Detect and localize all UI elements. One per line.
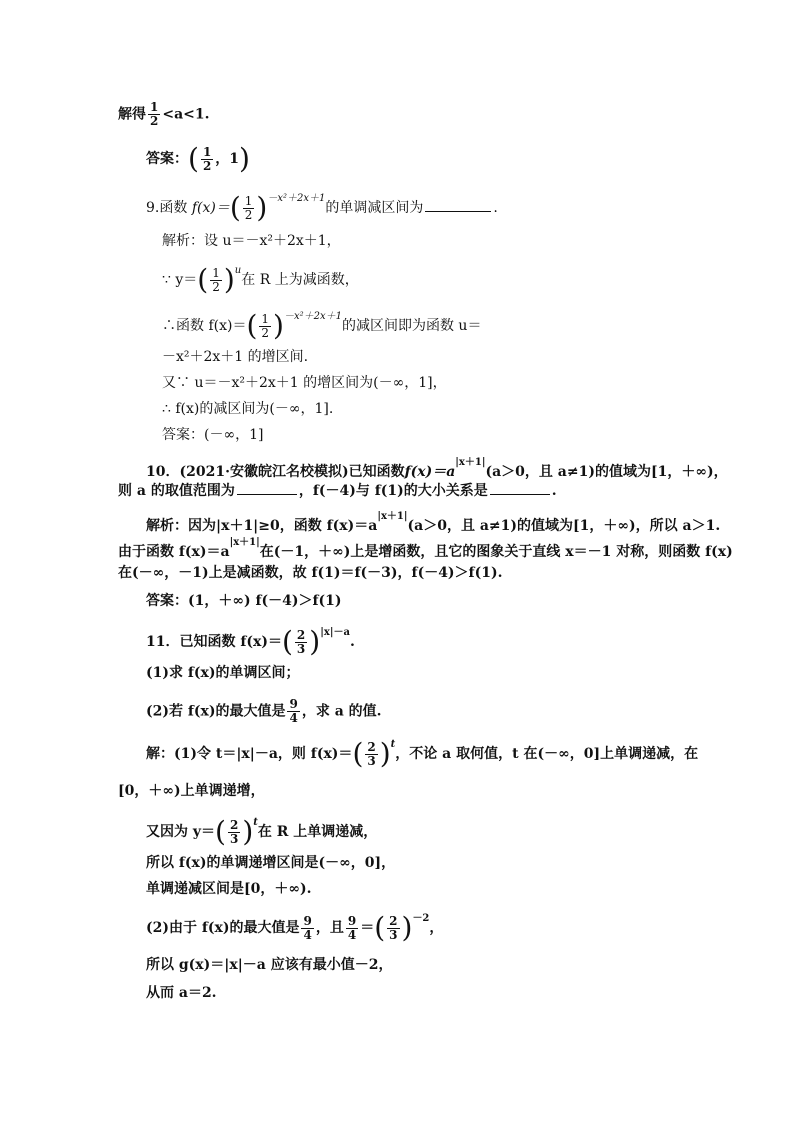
question-text: ，求 a 的值. xyxy=(301,703,382,720)
denominator: 3 xyxy=(229,831,239,846)
denominator: 2 xyxy=(150,114,159,128)
question-text: 则 a 的取值范围为 xyxy=(118,483,235,499)
question-text: (a＞0，且 a≠1)的值域为[1，＋∞)， xyxy=(485,464,728,480)
text-inequality: <a<1. xyxy=(162,106,210,123)
left-paren: ( xyxy=(229,191,241,224)
numerator: 9 xyxy=(289,697,298,711)
left-paren: ( xyxy=(246,309,258,342)
left-paren: ( xyxy=(352,737,364,770)
solution-text: 解析：因为|x＋1|≥0，函数 f(x)＝a xyxy=(146,518,378,534)
solution-text: 解析：设 u＝－x²＋2x＋1， xyxy=(162,233,341,249)
denominator: 3 xyxy=(389,927,398,942)
solution-text: ∴ f(x)的减区间为(－∞，1]. xyxy=(162,401,334,417)
q11-solution-line-2 xyxy=(118,784,265,798)
fraction xyxy=(259,313,271,340)
numerator: 1 xyxy=(150,100,159,114)
solution-text: ，不论 a 取何值，t 在(－∞，0]上单调递减，在 xyxy=(395,746,699,762)
exponent: t xyxy=(390,739,396,750)
function-expr: f(x)＝a xyxy=(404,464,456,480)
q11-solution-line-8 xyxy=(146,986,217,1000)
exponent: |x＋1| xyxy=(377,511,408,522)
question-10-line-1 xyxy=(146,458,728,479)
q9-solution-line-5 xyxy=(162,376,447,390)
left-paren: ( xyxy=(374,911,386,944)
q11-solution-line-6 xyxy=(146,911,444,944)
denominator: 4 xyxy=(303,927,312,942)
solution-text: 所以 f(x)的单调递增区间是(－∞，0]， xyxy=(146,855,396,871)
numerator: 1 xyxy=(202,144,212,159)
answer-label: 答案： xyxy=(146,151,188,167)
question-text: 10．(2021·安徽皖江名校模拟)已知函数 xyxy=(146,464,405,480)
denominator: 2 xyxy=(261,325,270,340)
solution-text: 又因为 y＝ xyxy=(146,824,216,840)
denominator: 4 xyxy=(289,711,298,725)
solution-text: 解：(1)令 t＝|x|－a，则 f(x)＝ xyxy=(146,746,353,762)
left-paren: ( xyxy=(215,815,226,848)
exponent: |x|－a xyxy=(320,627,350,638)
numerator: 2 xyxy=(367,739,376,754)
right-paren: ) xyxy=(273,309,284,342)
solution-text: 又∵ u＝－x²＋2x＋1 的增区间为(－∞，1]， xyxy=(162,375,447,391)
q10-solution-line-1 xyxy=(146,512,720,533)
denominator: 2 xyxy=(202,158,212,173)
answer-blank-2 xyxy=(490,494,550,495)
numerator: 9 xyxy=(303,913,312,928)
fraction xyxy=(365,741,377,768)
answer-line-8 xyxy=(146,142,250,175)
comma: ， xyxy=(429,920,444,936)
fraction xyxy=(228,819,240,846)
question-text: (2)若 f(x)的最大值是 xyxy=(146,703,286,720)
q9-solution-line-1 xyxy=(162,234,341,248)
numerator: 1 xyxy=(244,193,253,208)
solution-text: 在 R 上单调递减， xyxy=(257,824,378,840)
function-expr: f(x)＝ xyxy=(191,200,230,216)
answer-text: 答案：(1，＋∞) f(－4)＞f(1) xyxy=(146,593,342,609)
period: . xyxy=(551,483,557,499)
left-paren: ( xyxy=(197,263,209,296)
numerator: 9 xyxy=(347,913,357,928)
solution-text: －x²＋2x＋1 的增区间. xyxy=(162,349,309,365)
solution-text: 在(－1，＋∞)上是增函数，且它的图象关于直线 x＝－1 对称，则函数 f(x) xyxy=(259,544,733,560)
denominator: 3 xyxy=(367,753,376,768)
right-paren: ) xyxy=(242,815,254,848)
solution-text: ∴函数 f(x)＝ xyxy=(162,318,247,334)
solution-line-range xyxy=(118,101,210,128)
answer-blank-1 xyxy=(237,494,297,495)
answer-value: ，1 xyxy=(215,151,240,167)
question-text: (1)求 f(x)的单调区间； xyxy=(146,665,300,681)
right-paren: ) xyxy=(223,263,235,296)
right-paren: ) xyxy=(309,625,321,658)
q11-solution-line-7 xyxy=(146,958,392,972)
solution-text: [0，＋∞)上单调递增， xyxy=(118,783,265,799)
question-11-part-2 xyxy=(146,698,382,725)
fraction xyxy=(346,915,358,942)
q10-solution-line-3 xyxy=(118,566,502,580)
fraction xyxy=(201,146,213,173)
question-10-line-2 xyxy=(118,484,557,498)
period: . xyxy=(493,200,498,216)
numerator: 2 xyxy=(296,627,306,642)
denominator: 2 xyxy=(212,279,220,294)
right-paren: ) xyxy=(239,142,250,175)
right-paren: ) xyxy=(401,911,413,944)
solution-text: 从而 a＝2. xyxy=(146,985,217,1001)
q11-solution-line-1 xyxy=(146,737,699,770)
q9-answer xyxy=(162,428,264,442)
q11-solution-line-3 xyxy=(146,815,378,848)
text-solve: 解得 xyxy=(118,106,146,123)
numerator: 2 xyxy=(389,913,398,928)
q9-solution-line-2 xyxy=(162,263,359,296)
solution-text: 的减区间即为函数 u＝ xyxy=(341,318,482,334)
answer-blank xyxy=(425,211,491,212)
exponent: |x＋1| xyxy=(229,537,260,548)
solution-text: 在(－∞，－1)上是减函数，故 f(1)＝f(－3)，f(－4)＞f(1). xyxy=(118,565,503,581)
fraction xyxy=(148,101,160,128)
numerator: 2 xyxy=(229,817,239,832)
fraction xyxy=(301,915,313,942)
question-11-part-1 xyxy=(146,666,299,680)
fraction xyxy=(243,195,255,222)
solution-text: (2)由于 f(x)的最大值是 xyxy=(146,920,300,936)
fraction xyxy=(387,915,399,942)
exponent: －2 xyxy=(412,913,430,924)
denominator: 2 xyxy=(244,207,253,222)
exponent: u xyxy=(234,265,242,276)
q9-solution-line-6 xyxy=(162,402,333,416)
question-text: ，f(－4)与 f(1)的大小关系是 xyxy=(298,483,488,499)
solution-text: 由于函数 f(x)＝a xyxy=(118,544,230,560)
exponent: t xyxy=(253,817,258,828)
question-9 xyxy=(146,191,498,224)
solution-text: 单调递减区间是[0，＋∞). xyxy=(146,881,312,897)
question-11 xyxy=(146,625,355,658)
right-paren: ) xyxy=(379,737,391,770)
q9-solution-line-4 xyxy=(162,350,308,364)
period: . xyxy=(349,634,355,650)
question-label: 9.函数 xyxy=(146,200,188,216)
fraction xyxy=(295,629,307,656)
exponent: －x²＋2x＋1 xyxy=(267,193,326,204)
solution-text: 在 R 上为减函数， xyxy=(241,272,359,288)
solution-text: ，且 xyxy=(315,920,344,936)
fraction xyxy=(210,267,222,294)
fraction xyxy=(287,698,299,725)
exponent: －x²＋2x＋1 xyxy=(283,311,342,322)
question-text: 11．已知函数 f(x)＝ xyxy=(146,634,282,650)
equals-sign: ＝ xyxy=(360,920,375,936)
q11-solution-line-5 xyxy=(146,882,312,896)
exponent: |x＋1| xyxy=(455,457,486,468)
q9-solution-line-3 xyxy=(162,309,482,342)
solution-text: ∵ y＝ xyxy=(162,272,198,288)
numerator: 1 xyxy=(212,265,220,280)
right-paren: ) xyxy=(256,191,268,224)
answer-text: 答案：(－∞，1] xyxy=(162,427,264,443)
q11-solution-line-4 xyxy=(146,856,395,870)
q10-answer xyxy=(146,594,342,608)
solution-text: 所以 g(x)＝|x|－a 应该有最小值－2， xyxy=(146,957,393,973)
q10-solution-line-2 xyxy=(118,538,733,559)
denominator: 3 xyxy=(296,641,306,656)
left-paren: ( xyxy=(281,625,293,658)
solution-text: (a＞0，且 a≠1)的值域为[1，＋∞)，所以 a＞1. xyxy=(407,518,721,534)
numerator: 1 xyxy=(261,311,270,326)
left-paren: ( xyxy=(188,142,199,175)
question-text: 的单调减区间为 xyxy=(325,200,424,216)
denominator: 4 xyxy=(347,927,357,942)
